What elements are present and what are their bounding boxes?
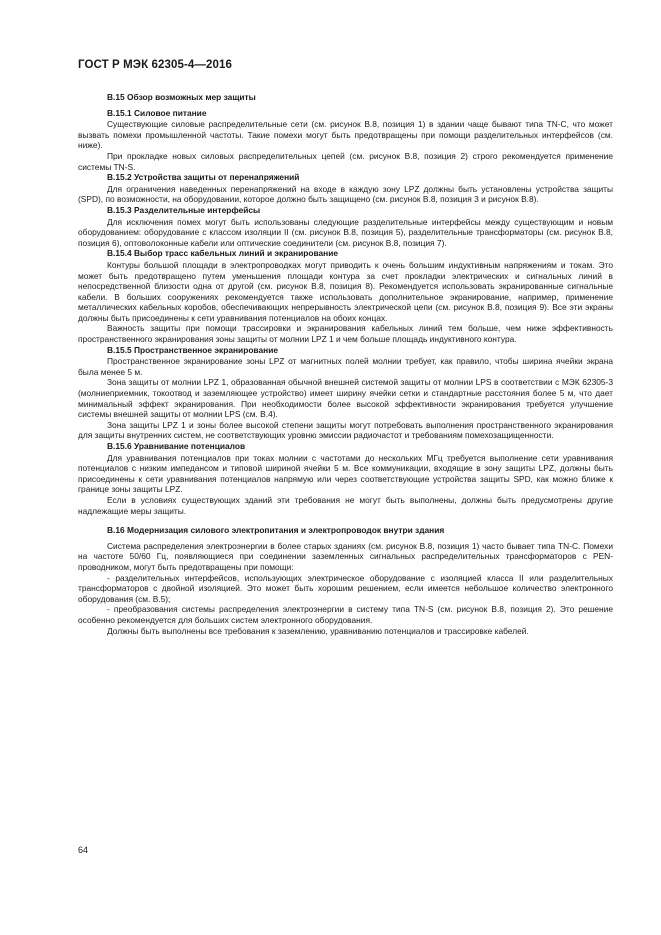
paragraph: Должны быть выполнены все требования к заземлению, уравниванию потенциалов и трассировке кабелей. bbox=[107, 625, 529, 636]
paragraph: Если в условиях существующих зданий эти требования не могут быть выполнены, должны быть предусмотрены другие надлежащие меры защиты. bbox=[78, 494, 613, 516]
paragraph: При прокладке новых силовых распределительных цепей (см. рисунок B.8, позиция 2) строго рекомендуется применение системы TN-S. bbox=[78, 150, 613, 172]
paragraph: Для ограничения наведенных перенапряжений на входе в каждую зону LPZ должны быть установлены устройства защиты (SPD), по возможности, на оборудовании, которое должно быть защищено (см. рисунок B.8, позиция 3 и рисунок B.8). bbox=[78, 183, 613, 205]
section-heading: B.15 Обзор возможных мер защиты bbox=[107, 92, 256, 102]
section-heading: B.16 Модернизация силового электропитания и электропроводок внутри здания bbox=[107, 525, 445, 536]
list-item: - разделительных интерфейсов, использующих электрическое оборудование с изоляцией класса II или разделительных трансформаторов с двойной изоляцией. Это может быть хорошим решением, если имеется небольшое количество электронного оборудования (см. B.5); bbox=[78, 572, 613, 604]
paragraph: Для уравнивания потенциалов при токах молнии с частотами до нескольких МГц требуется выполнение сети уравнивания потенциалов с низким импедансом и типовой шириной ячейки 5 м. Все коммуникации, входящие в зону защиты LPZ, должны быть присоединены к сети уравнивания потенциалов напрямую или через соответствующие устройства защиты SPD, как можно ближе к границе зоны защиты LPZ. bbox=[78, 452, 613, 495]
paragraph: Зона защиты от молнии LPZ 1, образованная обычной внешней системой защиты от молнии LPS в соответствии с МЭК 62305-3 (молниеприемник, токоотвод и заземляющее устройство) имеет ширину ячейки сетки и стандартные расстояния более 5 м, что дает минимальный эффект экранирования. При необходимости более высокой эффективности экранирования требуется улучшение системы внешней защиты от молнии LPS (см. B.4). bbox=[78, 377, 613, 420]
document-header: ГОСТ Р МЭК 62305-4—2016 bbox=[78, 59, 232, 71]
paragraph: Контуры большой площади в электропроводках могут приводить к очень большим индуктивным напряжениям и токам. Это может быть предотвращено путем уменьшения площади контура за счет прокладки электрических и сигнальных линий в непосредственной близости одна от другой (см. рисунок B.8, позиция 8). Рекомендуется использовать экранированные сигнальные кабели. В больших сооружениях рекомендуется также использовать дополнительное экранирование, например, применение металлических кабельных коробов, обеспечивающих непрерывность электрической цепи (см. рисунок B.8, позиция 9). Все эти экраны должны быть присоединены к сети уравнивания потенциалов на обоих концах. bbox=[78, 259, 613, 323]
subsection-heading: B.15.1 Силовое питание bbox=[107, 107, 207, 118]
paragraph: Пространственное экранирование зоны LPZ от магнитных полей молнии требует, как правило, чтобы ширина ячейки экрана была менее 5 м. bbox=[78, 356, 613, 377]
subsection-heading: B.15.4 Выбор трасс кабельных линий и экранирование bbox=[107, 248, 339, 259]
list-item: - преобразования системы распределения электроэнергии в систему типа TN-S (см. рисунок B.8, позиция 2). Это решение особенно рекомендуется для больших систем электронного оборудования. bbox=[78, 604, 613, 625]
paragraph: Зона защиты LPZ 1 и зоны более высокой степени защиты могут потребовать выполнения пространственного экранирования для защиты внутренних систем, не соответствующих уровню эмиссии радиочастот и требованиям помехозащищенности. bbox=[78, 419, 613, 441]
subsection-heading: B.15.2 Устройства защиты от перенапряжений bbox=[107, 172, 300, 183]
subsection-heading: B.15.3 Разделительные интерфейсы bbox=[107, 204, 261, 215]
document-body bbox=[78, 92, 613, 636]
paragraph: Для исключения помех могут быть использованы следующие разделительные интерфейсы между существующим и новым оборудованием: оборудование с классом изоляции II (см. рисунок B.8, позиция 5), разделительные трансформаторы (см. рисунок B.8, позиция 6), оптоволоконные кабели или оптические соединители (см. рисунок B.8, позиция 7). bbox=[78, 216, 613, 248]
subsection-heading: B.15.6 Уравнивание потенциалов bbox=[107, 441, 246, 451]
paragraph: Важность защиты при помощи трассировки и экранирования кабельных линий тем больше, чем ниже эффективность пространственного экранирования зоны защиты от молнии LPZ 1 и чем больше площадь индуктивного контура. bbox=[78, 323, 613, 345]
page-number: 64 bbox=[78, 845, 89, 855]
paragraph: Система распределения электроэнергии в более старых зданиях (см. рисунок B.8, позиция 1) часто бывает типа TN-C. Помехи на частоте 50/60 Гц, появляющиеся при соединении заземленных сигнальных распределительных трансформаторов с PEN-проводником, могут быть предотвращены при помощи: bbox=[78, 540, 613, 572]
subsection-heading: B.15.5 Пространственное экранирование bbox=[107, 344, 278, 355]
paragraph: Существующие силовые распределительные сети (см. рисунок B.8, позиция 1) в здании чаще бывают типа TN-C, что может вызвать помехи промышленной частоты. Такие помехи могут быть предотвращены при помощи разделительных интерфейсов (см. ниже). bbox=[78, 119, 613, 151]
